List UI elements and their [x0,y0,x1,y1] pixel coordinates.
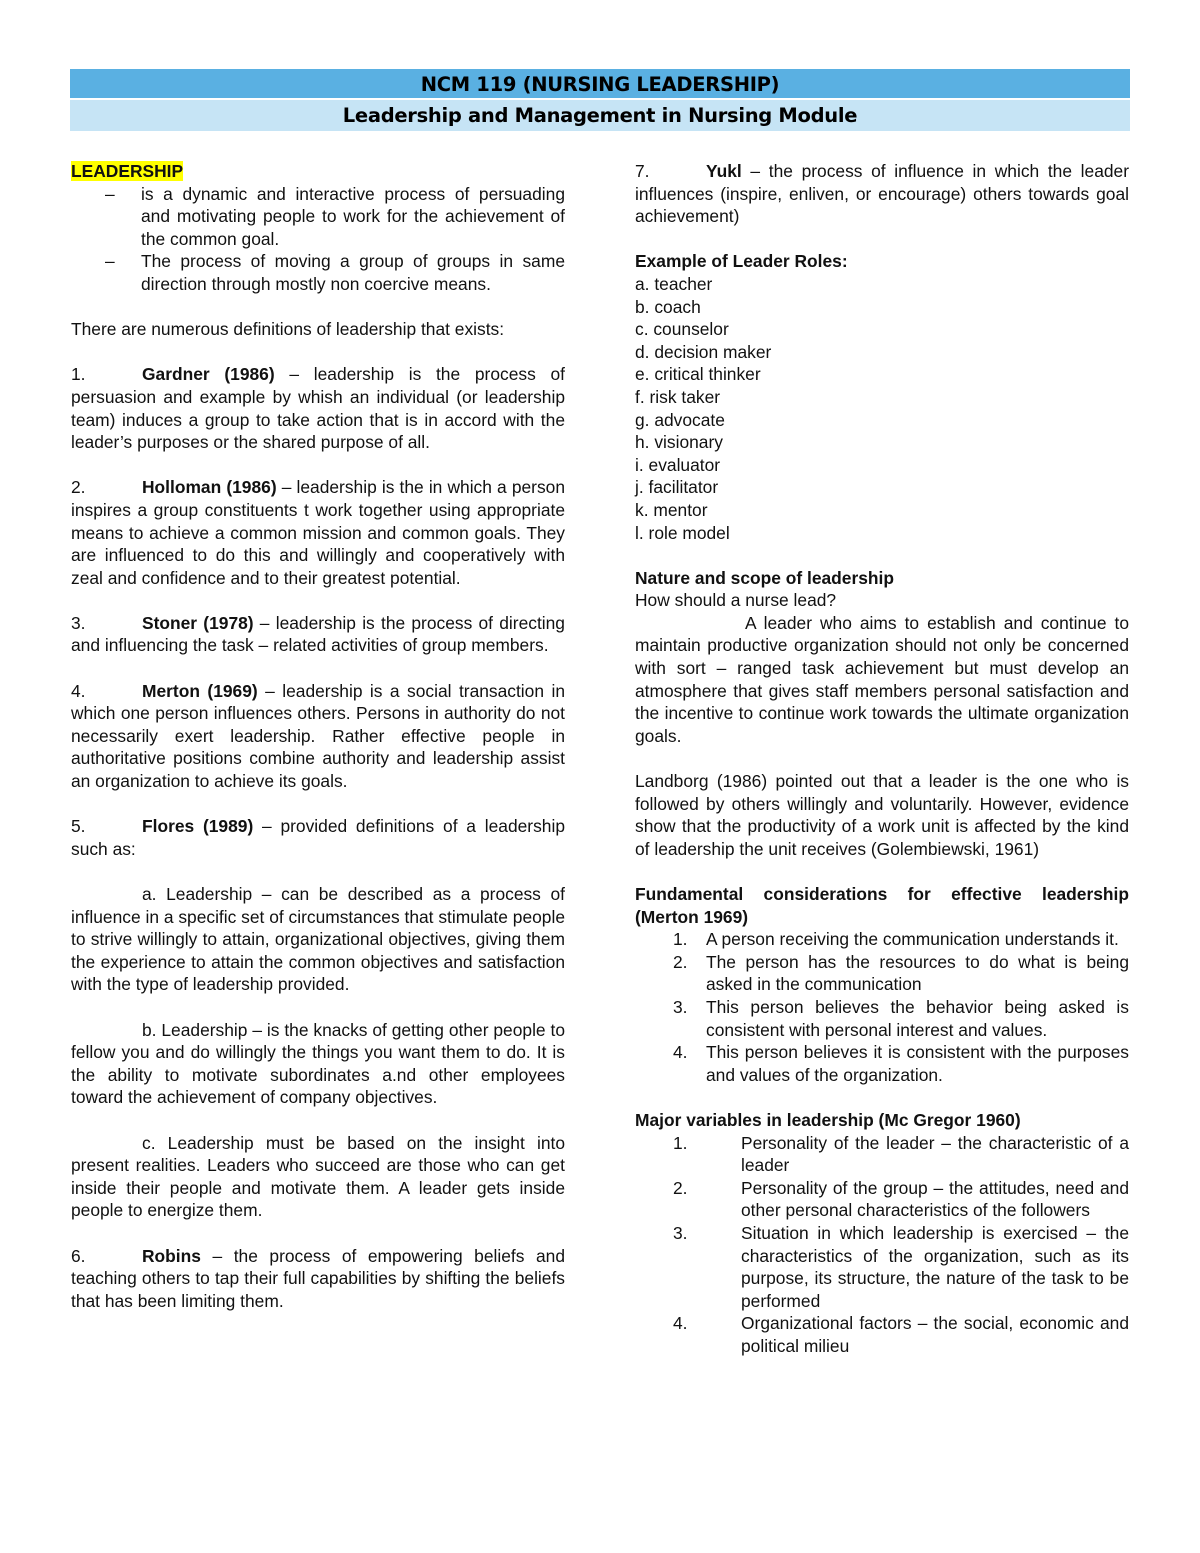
list-item: h. visionary [635,432,723,453]
list-item: 4. This person believes it is consistent with the purposes and values of the organization. [673,1042,1129,1085]
author-name: Gardner (1986) [142,364,275,385]
list-item: 3. This person believes the behavior being asked is consistent with personal interest and values. [673,996,1129,1040]
author-name: Yukl [706,161,742,181]
nature-heading: Nature and scope of leadership [635,567,894,588]
definition-6: 6. Robins – the process of empowering beliefs and teaching others to tap their full capabilities by shifting the beliefs that has been limiting them. [71,1245,565,1311]
dash-text: The process of moving a group of groups in same direction through mostly non coercive means. [141,251,565,294]
module-subtitle: Leadership and Management in Nursing Module [70,100,1130,131]
list-item: l. role model [635,522,730,543]
dash-text: is a dynamic and interactive process of persuading and motivating people to work for the achievement of the common goal. [141,183,565,249]
flores-item-b: b. Leadership – is the knacks of getting other people to fellow you and do willingly the things you want them to do. It is the ability to motivate subordinates a.nd other employees toward the achievement of company objectives. [71,1019,565,1108]
list-item: f. risk taker [635,386,721,407]
list-item: 2. The person has the resources to do what is being asked in the communication [673,951,1129,995]
list-item: j. facilitator [635,477,719,498]
dash-marker: – [105,251,115,272]
author-name: Robins [142,1245,201,1266]
dash-item [71,183,565,251]
list-item: k. mentor [635,499,708,520]
list-item: i. evaluator [635,454,721,475]
dash-item [71,250,565,295]
definition-1: 1. Gardner (1986) – leadership is the process of persuasion and example by whish an individual (or leadership team) induces a group to take action that is in accord with the leader’s purposes or the shared purpose of all. [71,364,565,453]
list-item: g. advocate [635,409,725,430]
landborg-paragraph: Landborg (1986) pointed out that a leader is the one who is followed by others willingly and voluntarily. However, evidence show that the productivity of a work unit is affected by the kind of leadership the unit receives (Golembiewski, 1961) [635,771,1129,859]
list-item: b. coach [635,296,701,317]
definition-7: 7. Yukl – the process of influence in which the leader influences (inspire, enliven, or encourage) others towards goal achievement) [635,161,1129,227]
list-item: 2. Personality of the group – the attitudes, need and other personal characteristics of the followers [673,1177,1129,1221]
leader-roles-list [635,273,1129,544]
fundamental-heading: Fundamental considerations for effective leadership (Merton 1969) [635,884,1129,927]
flores-item-c: c. Leadership must be based on the insight into present realities. Leaders who succeed are those who can get inside their people and motivate them. A leader gets inside people to energize them. [71,1132,565,1221]
author-name: Stoner (1978) [142,612,254,633]
leadership-heading: LEADERSHIP [71,161,184,181]
definition-3: 3. Stoner (1978) – leadership is the process of directing and influencing the task – related activities of group members. [71,612,565,656]
left-column [71,160,565,1312]
list-item: 1. A person receiving the communication understands it. [673,929,1119,950]
dash-marker: – [105,183,115,204]
definition-5: 5. Flores (1989) – provided definitions of a leadership such as: [71,816,565,859]
module-title: NCM 119 (NURSING LEADERSHIP) [70,69,1130,98]
list-item: c. counselor [635,319,729,340]
definition-4: 4. Merton (1969) – leadership is a social transaction in which one person influences others. Persons in authority do not necessarily exert leadership. Rather effective people in authoritative positions combine authority and leadership assist an organization to achieve its goals. [71,680,565,792]
nature-paragraph: A leader who aims to establish and continue to maintain productive organization should not only be concerned with sort – ranged task achievement but must develop an atmosphere that gives staff members personal satisfaction and the incentive to continue work towards the ultimate organization goals. [635,612,1129,746]
list-item: d. decision maker [635,341,772,362]
author-name: Merton (1969) [142,680,258,701]
nature-question: How should a nurse lead? [635,590,837,611]
list-item: 3. Situation in which leadership is exercised – the characteristics of the organization, such as its purpose, its structure, the nature of the task to be performed [673,1222,1129,1311]
list-item: a. teacher [635,273,713,294]
author-name: Flores (1989) [142,816,254,837]
major-variables-heading: Major variables in leadership (Mc Gregor 1960) [635,1109,1021,1130]
list-item: 1. Personality of the leader – the characteristic of a leader [673,1132,1129,1176]
list-item: 4. Organizational factors – the social, economic and political milieu [673,1313,1129,1356]
author-name: Holloman (1986) [142,477,277,498]
leader-roles-heading: Example of Leader Roles: [635,251,848,272]
definitions-intro: There are numerous definitions of leadership that exists: [71,319,505,340]
flores-item-a: a. Leadership – can be described as a process of influence in a specific set of circumstances that stimulate people to strive willingly to attain, organizational objectives, giving them the experience to attain the common objectives and satisfaction with the type of leadership provided. [71,884,565,995]
definition-2: 2. Holloman (1986) – leadership is the in which a person inspires a group constituents t work together using appropriate means to achieve a common mission and common goals. They are influenced to do this and willingly and cooperatively with zeal and confidence and to their greatest potential. [71,477,565,588]
right-column [635,160,1129,1357]
list-item: e. critical thinker [635,364,761,385]
